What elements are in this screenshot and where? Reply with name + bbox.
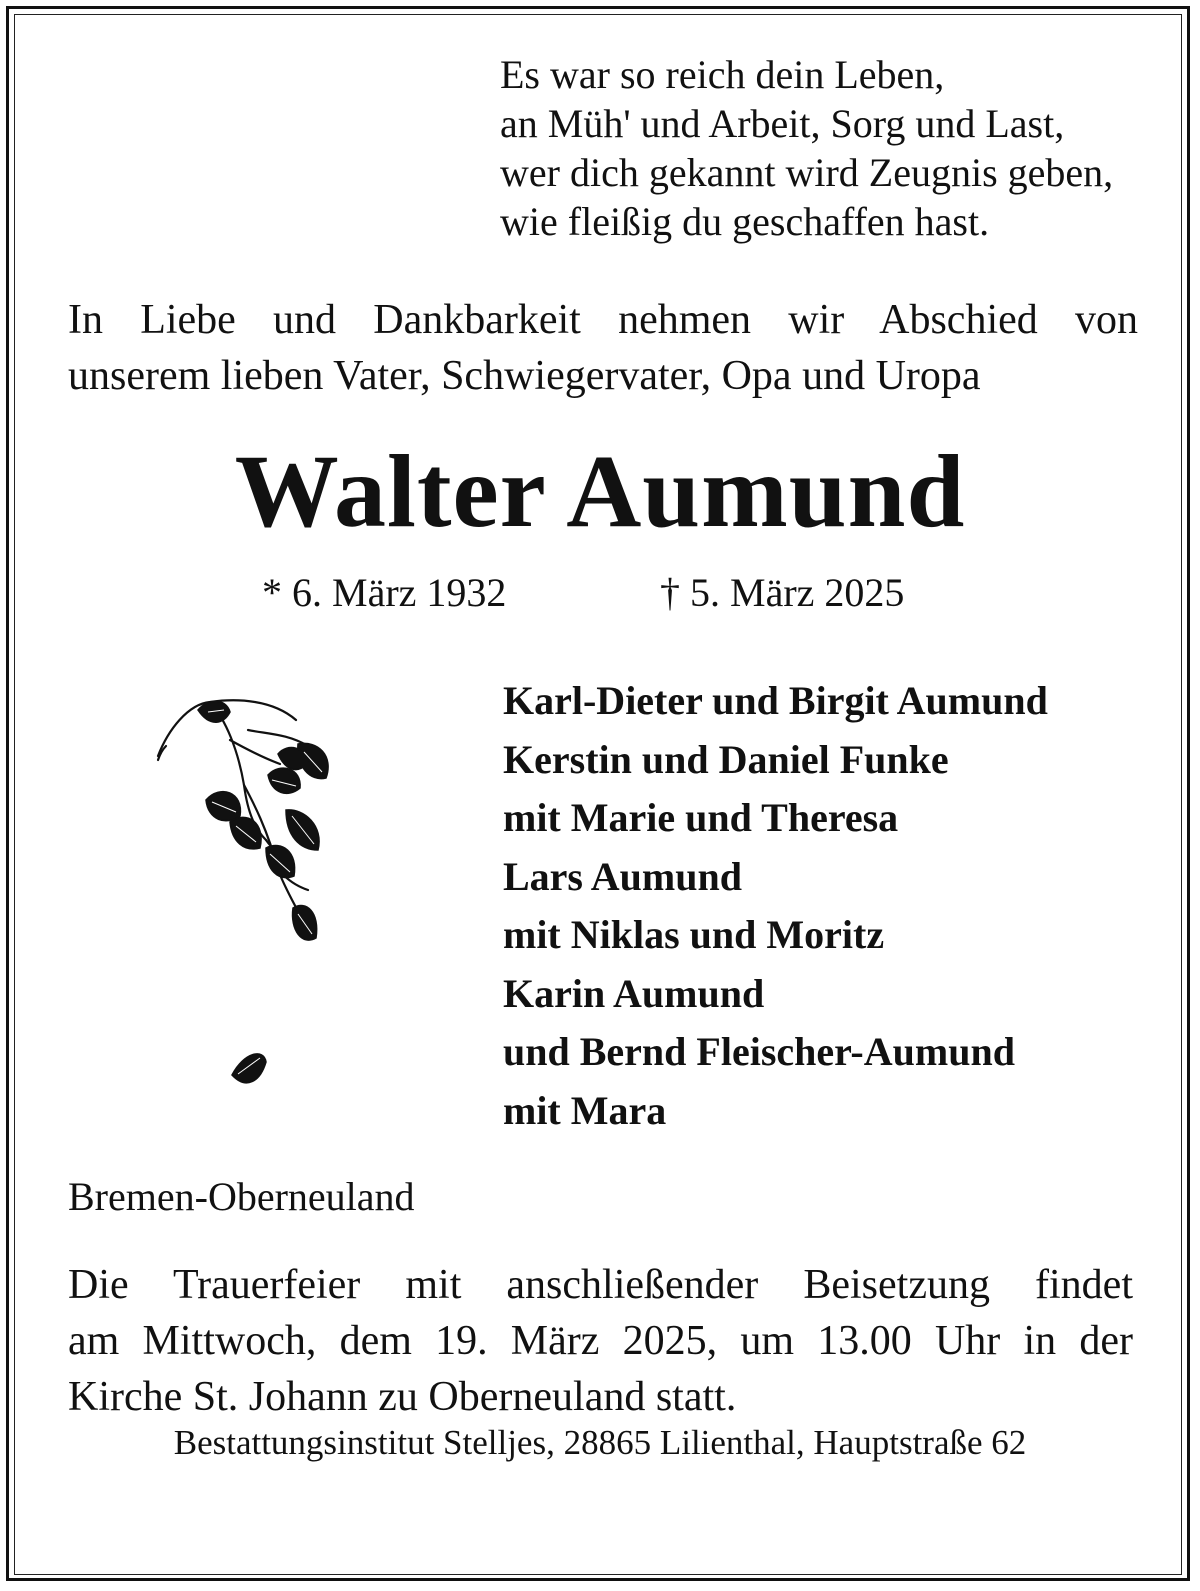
residence-place: Bremen-Oberneuland [68, 1174, 415, 1219]
poem-verse [500, 50, 1140, 246]
family-line: und Bernd Fleischer-Aumund [503, 1029, 1015, 1074]
service-line: Kirche St. Johann zu Oberneuland statt. [68, 1374, 737, 1420]
poem-line: wie fleißig du geschaffen hast. [500, 199, 990, 244]
service-line: am Mittwoch, dem 19. März 2025, um 13.00 Uhr in der [68, 1318, 1133, 1364]
family-list [503, 672, 1048, 1140]
poem-line: wer dich gekannt wird Zeugnis geben, [500, 150, 1114, 195]
intro-line: unserem lieben Vater, Schwiegervater, Opa und Uropa [68, 353, 981, 399]
funeral-home-info: Bestattungsinstitut Stelljes, 28865 Lilienthal, Hauptstraße 62 [173, 1423, 1027, 1462]
family-line: Lars Aumund [503, 853, 742, 899]
family-line: Karl-Dieter und Birgit Aumund [503, 678, 1048, 723]
family-line: Karin Aumund [503, 970, 765, 1016]
poem-line: Es war so reich dein Leben, [500, 52, 945, 97]
family-line: mit Mara [503, 1087, 667, 1133]
deceased-name: Walter Aumund [234, 434, 966, 549]
service-line: Die Trauerfeier mit anschließender Beisetzung findet [68, 1262, 1133, 1308]
birth-date: * 6. März 1932 [262, 570, 507, 615]
family-line: mit Niklas und Moritz [503, 912, 885, 957]
family-line: mit Marie und Theresa [503, 795, 899, 840]
family-line: Kerstin und Daniel Funke [503, 736, 949, 782]
birch-branch-icon [148, 690, 348, 1110]
intro-line: In Liebe und Dankbarkeit nehmen wir Abschied von [68, 297, 1138, 343]
poem-line: an Müh' und Arbeit, Sorg und Last, [500, 101, 1065, 146]
farewell-intro [68, 292, 1138, 404]
death-date: † 5. März 2025 [660, 570, 905, 615]
service-announcement [68, 1257, 1133, 1425]
